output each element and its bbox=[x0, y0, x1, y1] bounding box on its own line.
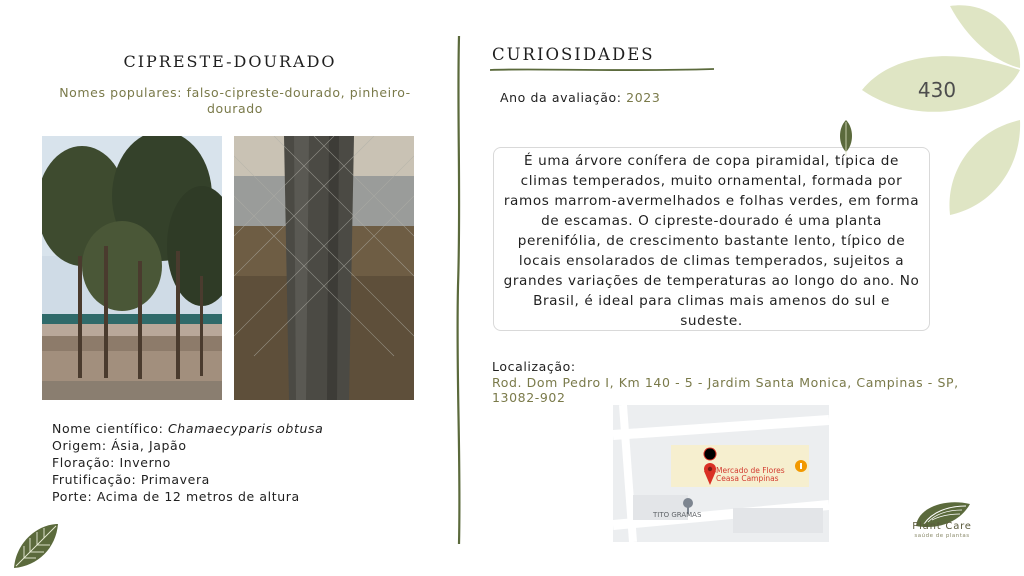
leaf-icon-bottom bbox=[10, 520, 62, 572]
curiosities-title: CURIOSIDADES bbox=[492, 45, 655, 64]
map-pin-label: Mercado de Flores Ceasa Campinas bbox=[716, 466, 785, 483]
plant-size: Porte: Acima de 12 metros de altura bbox=[52, 489, 300, 504]
location-map[interactable] bbox=[613, 405, 829, 542]
popular-names bbox=[50, 85, 420, 117]
plant-title: CIPRESTE-DOURADO bbox=[123, 52, 337, 71]
scientific-name-value: Chamaecyparis obtusa bbox=[167, 421, 324, 436]
plant-facts bbox=[52, 420, 323, 505]
origin: Origem: Ásia, Japão bbox=[52, 438, 187, 453]
plant-number-badge: 430 bbox=[917, 78, 957, 102]
decorative-leaves-icon bbox=[850, 0, 1024, 230]
food-marker-icon[interactable] bbox=[795, 460, 807, 472]
flowering: Floração: Inverno bbox=[52, 455, 171, 470]
brand-tagline: saúde de plantas bbox=[914, 533, 970, 539]
evaluation-year: Ano da avaliação: 2023 bbox=[500, 90, 661, 105]
evaluation-year-value: 2023 bbox=[626, 90, 661, 105]
scientific-name: Nome científico: Chamaecyparis obtusa bbox=[52, 421, 324, 436]
trunk-photo bbox=[234, 136, 414, 400]
location-address: Rod. Dom Pedro I, Km 140 - 5 - Jardim Santa Monica, Campinas - SP, 13082-902 bbox=[492, 375, 959, 405]
tree-photo bbox=[42, 136, 222, 400]
leaf-icon bbox=[836, 120, 856, 156]
title-underline bbox=[490, 66, 714, 74]
description-box: É uma árvore conífera de copa piramidal, típica de climas temperados, muito ornamental, formada por ramos marrom-avermelhados e folhas verdes, em forma de escamas. O cipreste-dourado é uma planta perenifólia, de crescimento bastante lento, típico de locais ensolarados de climas temperados, sujeitos a grandes variações de temperaturas ao longo do ano. No Brasil, é ideal para climas mais amenos do sul e sudeste. bbox=[493, 147, 930, 331]
popular-names-value: falso-cipreste-dourado, pinheiro-dourado bbox=[186, 85, 411, 116]
vertical-divider bbox=[454, 36, 464, 544]
map-place-label: TITO GRAMAS bbox=[653, 511, 702, 519]
location-label: Localização: bbox=[492, 359, 576, 374]
popular-names-label: Nomes populares: bbox=[59, 85, 183, 100]
fruiting: Frutificação: Primavera bbox=[52, 472, 210, 487]
brand-name: Plant Care bbox=[912, 521, 972, 532]
